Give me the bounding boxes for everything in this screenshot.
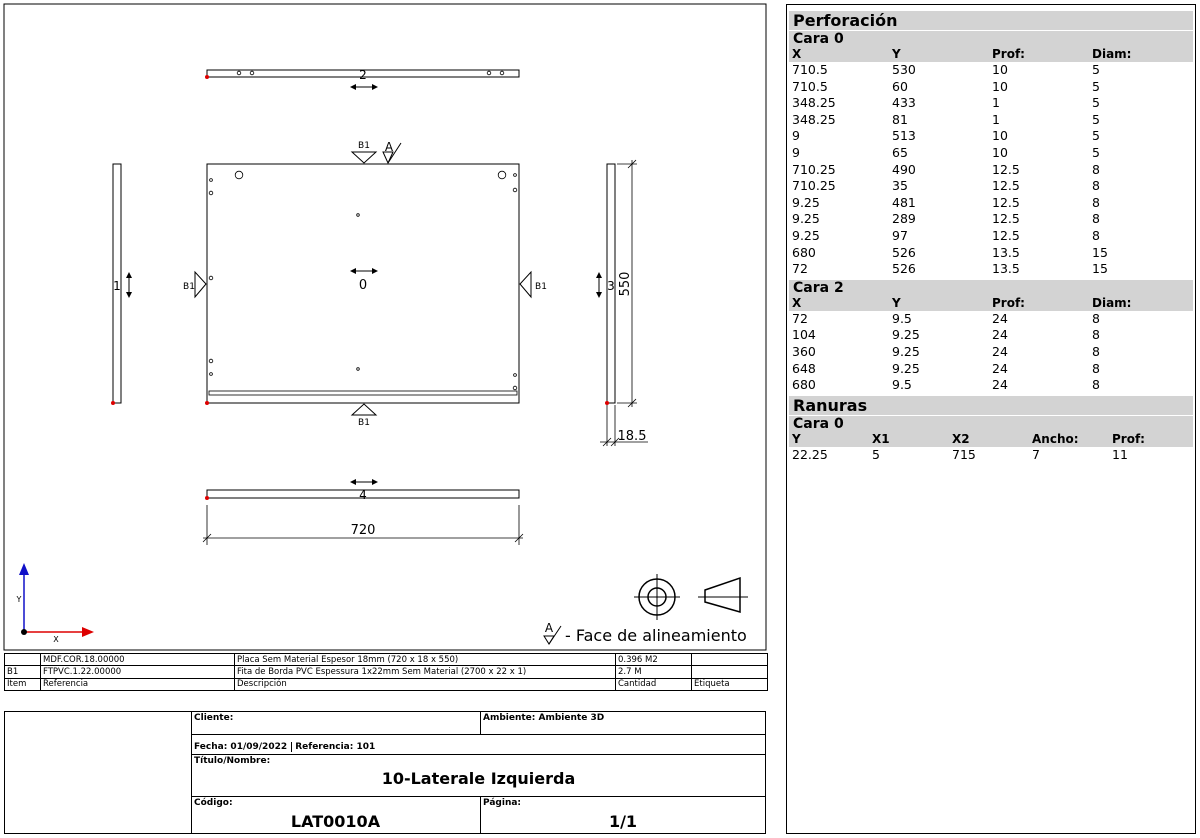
table-cell: 1: [992, 95, 1000, 111]
drill-header-prof: Prof:: [992, 47, 1025, 61]
table-cell: 5: [1092, 95, 1100, 111]
codigo-label: Código:: [194, 798, 233, 808]
ambiente-cell: [480, 712, 766, 734]
table-cell: 22.25: [792, 446, 828, 462]
table-cell: 9.25: [892, 327, 920, 343]
table-cell: 5: [872, 446, 880, 462]
table-row: [789, 195, 1193, 212]
table-cell: 680: [792, 377, 816, 393]
edge-b1-right: B1: [535, 282, 547, 292]
dim-width: 720: [350, 523, 376, 538]
table-cell: 5: [1092, 78, 1100, 94]
cara2-list: [787, 311, 1195, 394]
material-desc: Placa Sem Material Espesor 18mm (720 x 18 x 550): [235, 654, 616, 666]
table-row: [789, 62, 1193, 79]
alignment-legend: [544, 621, 747, 645]
operations-panel: [786, 4, 1196, 834]
face-a-marker: A: [384, 140, 394, 154]
table-row: [789, 95, 1193, 112]
table-cell: 81: [892, 111, 908, 127]
table-cell: 10: [992, 62, 1008, 77]
table-cell: 648: [792, 360, 816, 376]
table-cell: 710.5: [792, 78, 828, 94]
axis-indicator: [16, 563, 94, 644]
table-row: [789, 145, 1193, 162]
table-cell: 9.25: [892, 343, 920, 359]
table-cell: 490: [892, 161, 916, 177]
table-cell: 13.5: [992, 244, 1020, 260]
table-cell: 10: [992, 144, 1008, 160]
material-label: [692, 666, 768, 678]
cara2-title: Cara 2: [789, 280, 1193, 296]
table-cell: 72: [792, 310, 808, 326]
table-cell: 13.5: [992, 261, 1020, 277]
projection-symbol-icon: [634, 574, 748, 620]
cara0-title: Cara 0: [789, 31, 1193, 47]
ranuras-title: Ranuras: [789, 396, 1193, 415]
table-cell: 11: [1112, 446, 1128, 462]
table-row: [789, 178, 1193, 195]
table-cell: 5: [1092, 128, 1100, 144]
drill-header-row: [789, 47, 1193, 62]
table-row: [5, 666, 768, 678]
cara0-list: [787, 62, 1195, 278]
table-cell: 7: [1032, 446, 1040, 462]
table-cell: 24: [992, 310, 1008, 326]
titulo-label: Título/Nombre:: [194, 756, 271, 766]
table-row: [789, 447, 1193, 464]
table-cell: 8: [1092, 178, 1100, 194]
table-cell: 35: [892, 178, 908, 194]
table-cell: 9.5: [892, 377, 912, 393]
table-cell: 526: [892, 261, 916, 277]
table-cell: 8: [1092, 310, 1100, 326]
axis-y-label: Y: [16, 595, 22, 604]
ambiente-value: Ambiente: Ambiente 3D: [483, 713, 605, 723]
table-cell: 9.25: [892, 360, 920, 376]
header-ref: Referencia: [41, 678, 235, 690]
drill-header-x: X: [792, 295, 802, 310]
groove-header-ancho: Ancho:: [1032, 431, 1079, 446]
table-cell: 24: [992, 360, 1008, 376]
table-cell: 8: [1092, 327, 1100, 343]
title-block: [4, 711, 766, 834]
table-cell: 9.25: [792, 227, 820, 243]
table-cell: 10: [992, 128, 1008, 144]
table-row: [789, 327, 1193, 344]
top-view-label: 2: [359, 68, 367, 82]
table-cell: 710.25: [792, 178, 836, 194]
table-cell: 104: [792, 327, 816, 343]
bottom-view-label: 4: [359, 488, 367, 502]
table-cell: 9.5: [892, 310, 912, 326]
dim-thickness: 18.5: [617, 429, 647, 444]
table-cell: 10: [992, 78, 1008, 94]
table-cell: 8: [1092, 161, 1100, 177]
drill-header-row: [789, 296, 1193, 311]
groove-header-x1: X1: [872, 431, 890, 446]
table-row: [789, 311, 1193, 328]
table-cell: 5: [1092, 111, 1100, 127]
table-row: [789, 245, 1193, 262]
material-qty: 2.7 M: [616, 666, 692, 678]
bottom-view: [203, 482, 523, 545]
fecha-value: Fecha: 01/09/2022: [194, 742, 288, 752]
table-cell: 5: [1092, 144, 1100, 160]
header-qty: Cantidad: [616, 678, 692, 690]
table-cell: 12.5: [992, 178, 1020, 194]
table-cell: 8: [1092, 343, 1100, 359]
drill-header-prof: Prof:: [992, 295, 1025, 310]
table-cell: 97: [892, 227, 908, 243]
edge-b1-left: B1: [183, 282, 195, 292]
table-cell: 1: [992, 111, 1000, 127]
axis-x-label: X: [53, 635, 59, 644]
material-ref: FTPVC.1.22.00000: [41, 666, 235, 678]
table-cell: 5: [1092, 62, 1100, 77]
groove-header-row: [789, 432, 1193, 447]
drill-header-y: Y: [892, 295, 901, 310]
table-cell: 9: [792, 128, 800, 144]
table-cell: 9.25: [792, 194, 820, 210]
table-cell: 12.5: [992, 194, 1020, 210]
material-item: B1: [5, 666, 41, 678]
front-view: [183, 140, 547, 428]
drill-header-diam: Diam:: [1092, 295, 1132, 310]
drill-header-x: X: [792, 47, 802, 61]
table-cell: 710.5: [792, 62, 828, 77]
table-cell: 24: [992, 327, 1008, 343]
table-cell: 60: [892, 78, 908, 94]
table-row: [789, 228, 1193, 245]
pagina-value: 1/1: [608, 812, 638, 831]
table-row: [789, 377, 1193, 394]
table-row: [5, 654, 768, 666]
perforacion-title: Perforación: [789, 11, 1193, 30]
edge-b1-top: B1: [358, 141, 370, 151]
table-row: [789, 128, 1193, 145]
drill-header-y: Y: [892, 47, 901, 61]
table-cell: 530: [892, 62, 916, 77]
right-view: [599, 160, 648, 446]
table-cell: 710.25: [792, 161, 836, 177]
table-cell: 15: [1092, 261, 1108, 277]
table-cell: 8: [1092, 194, 1100, 210]
table-row: [789, 344, 1193, 361]
header-label: Etiqueta: [692, 678, 768, 690]
right-view-label: 3: [607, 279, 615, 293]
table-cell: 348.25: [792, 95, 836, 111]
table-cell: 8: [1092, 377, 1100, 393]
table-cell: 360: [792, 343, 816, 359]
ranuras-cara-title: Cara 0: [789, 416, 1193, 432]
table-cell: 12.5: [992, 161, 1020, 177]
table-cell: 65: [892, 144, 908, 160]
table-cell: 24: [992, 343, 1008, 359]
drawing-frame: [4, 4, 766, 650]
titulo-value: 10-Laterale Izquierda: [381, 769, 576, 788]
table-cell: 433: [892, 95, 916, 111]
left-view-label: 1: [113, 279, 121, 293]
table-row: [789, 79, 1193, 96]
alignment-face-a: A: [544, 621, 554, 635]
table-row: [789, 361, 1193, 378]
material-desc: Fita de Borda PVC Espessura 1x22mm Sem Material (2700 x 22 x 1): [235, 666, 616, 678]
table-cell: 289: [892, 211, 916, 227]
table-cell: 12.5: [992, 211, 1020, 227]
front-view-label: 0: [358, 278, 368, 293]
groove-header-y: Y: [792, 431, 801, 446]
material-qty: 0.396 M2: [616, 654, 692, 666]
table-row: [789, 211, 1193, 228]
table-cell: 715: [952, 446, 976, 462]
material-ref: MDF.COR.18.00000: [41, 654, 235, 666]
fecha-cell: [191, 734, 766, 754]
left-view: [111, 164, 129, 405]
table-cell: 348.25: [792, 111, 836, 127]
codigo-value: LAT0010A: [290, 812, 381, 831]
header-item: Item: [5, 678, 41, 690]
table-cell: 9: [792, 144, 800, 160]
header-desc: Descripción: [235, 678, 616, 690]
material-item: [5, 654, 41, 666]
cliente-cell: [191, 712, 480, 734]
dim-height: 550: [618, 271, 633, 297]
alignment-note: - Face de alineamiento: [565, 626, 747, 645]
pagina-label: Página:: [483, 798, 522, 808]
drill-header-diam: Diam:: [1092, 47, 1132, 61]
cliente-label: Cliente:: [194, 713, 234, 723]
table-header-row: [5, 678, 768, 690]
table-cell: 8: [1092, 211, 1100, 227]
table-row: [789, 162, 1193, 179]
groove-list: [787, 447, 1195, 464]
materials-table: [4, 653, 768, 691]
table-cell: 72: [792, 261, 808, 277]
table-cell: 481: [892, 194, 916, 210]
table-cell: 680: [792, 244, 816, 260]
table-cell: 12.5: [992, 227, 1020, 243]
groove-header-prof: Prof:: [1112, 431, 1145, 446]
table-cell: 24: [992, 377, 1008, 393]
groove-header-x2: X2: [952, 431, 970, 446]
table-cell: 526: [892, 244, 916, 260]
referencia-value: Referencia: 101: [291, 742, 375, 752]
top-view: [205, 68, 519, 87]
table-cell: 513: [892, 128, 916, 144]
table-row: [789, 112, 1193, 129]
table-cell: 9.25: [792, 211, 820, 227]
table-cell: 8: [1092, 227, 1100, 243]
table-cell: 15: [1092, 244, 1108, 260]
table-row: [789, 261, 1193, 278]
table-cell: 8: [1092, 360, 1100, 376]
edge-b1-bottom: B1: [358, 418, 370, 428]
material-label: [692, 654, 768, 666]
